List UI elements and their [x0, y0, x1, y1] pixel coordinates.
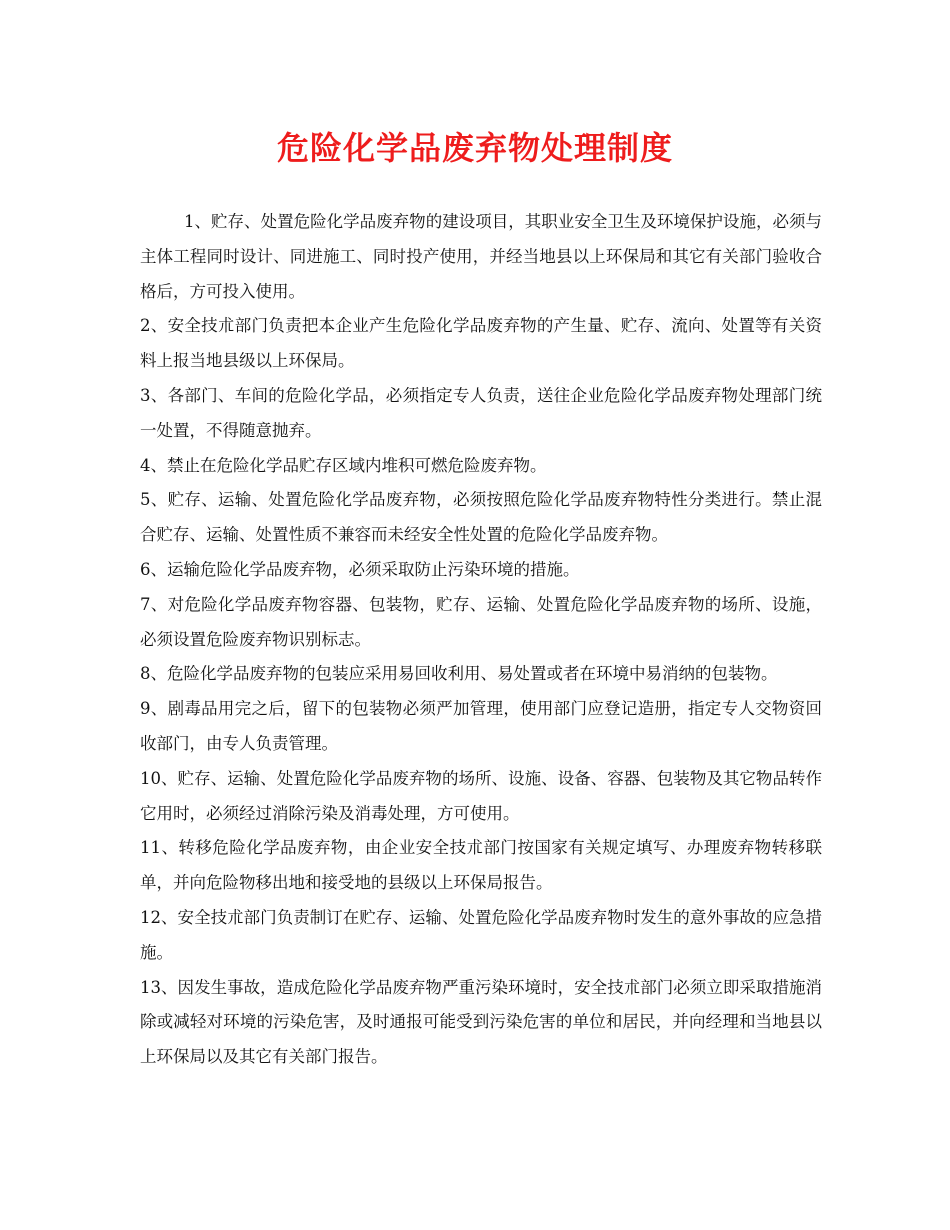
- paragraph-12: 12、安全技朮部门负责制订在贮存、运输、处置危险化学品废弃物时发生的意外事故的应急措施。: [140, 907, 822, 962]
- document-title: 危险化学品废弃物处理制度: [276, 129, 673, 167]
- paragraph-6: 6、运输危险化学品废弃物，必须采取防止污染环境的措施。: [140, 559, 580, 579]
- paragraph-10: 10、贮存、运输、处置危险化学品废弃物的场所、设施、设备、容器、包装物及其它物品转作它用时，必须经过消除污染及消毒处理，方可使用。: [140, 768, 822, 823]
- paragraph-3: 3、各部门、车间的危险化学品，必须指定专人负责，送往企业危险化学品废弃物处理部门统一处置，不得随意抛弃。: [140, 385, 822, 440]
- paragraph-11: 11、转移危险化学品废弃物，由企业安全技朮部门按国家有关规定填写、办理废弃物转移联单，并向危险物移出地和接受地的县级以上环保局报告。: [140, 838, 822, 893]
- paragraph-8: 8、危险化学品废弃物的包装应采用易回收利用、易处置或者在环境中易消纳的包装物。: [140, 664, 778, 684]
- document-body: [140, 205, 822, 1075]
- paragraph-4: 4、禁止在危险化学品贮存区域内堆积可燃危险废弃物。: [140, 455, 547, 475]
- paragraph-7: 7、对危险化学品废弃物容器、包装物，贮存、运输、处置危险化学品废弃物的场所、设施，必须设置危险废弃物识别标志。: [140, 594, 822, 649]
- paragraph-2: 2、安全技朮部门负责把本企业产生危险化学品废弃物的产生量、贮存、流向、处置等有关资料上报当地县级以上环保局。: [140, 316, 822, 371]
- paragraph-13: 13、因发生事故，造成危险化学品废弃物严重污染环境时，安全技朮部门必须立即采取措施消除或减轻对环境的污染危害，及时通报可能受到污染危害的单位和居民，并向经理和当地县以上环保局以及其它有关部门报告。: [140, 977, 822, 1067]
- paragraph-9: 9、剧毒品用完之后，留下的包装物必须严加管理，使用部门应登记造册，指定专人交物资回收部门，由专人负责管理。: [140, 699, 822, 753]
- paragraph-1: 1、贮存、处置危险化学品废弃物的建设项目，其职业安全卫生及环境保护设施，必须与主体工程同时设计、同进施工、同时投产使用，并经当地县以上环保局和其它有关部门验收合格后，方可投入使用。: [140, 212, 822, 301]
- paragraph-5: 5、贮存、运输、处置危险化学品废弃物，必须按照危险化学品废弃物特性分类进行。禁止混合贮存、运输、处置性质不兼容而未经安全性处置的危险化学品废弃物。: [140, 490, 822, 545]
